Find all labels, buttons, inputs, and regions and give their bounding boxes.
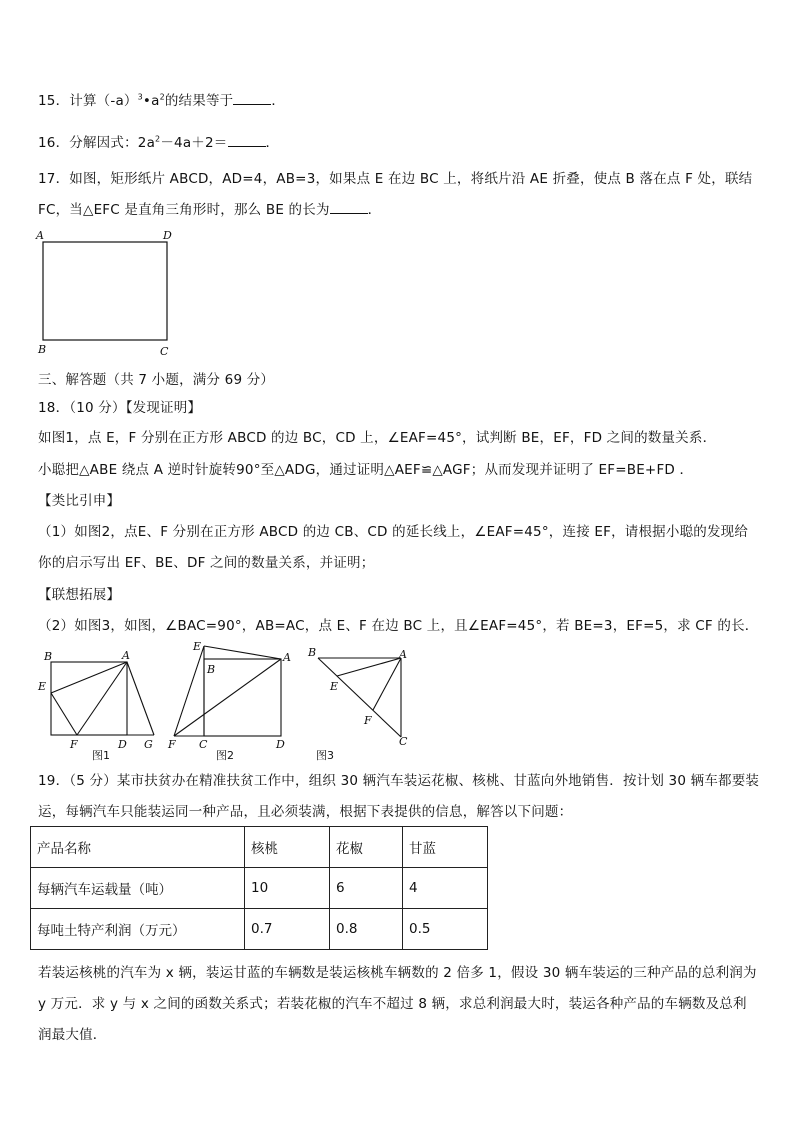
label-g: G <box>144 738 153 751</box>
table-cell: 6 <box>330 868 403 909</box>
table-cell: 0.8 <box>330 909 403 950</box>
question-18-line-1: 如图1，点 E，F 分别在正方形 ABCD 的边 BC，CD 上，∠EAF=45°，试判断 BE，EF，FD 之间的数量关系． <box>38 430 717 446</box>
table-header-cell: 产品名称 <box>31 827 245 868</box>
rectangle-abcd-figure <box>34 226 179 361</box>
label-e: E <box>330 680 339 693</box>
question-18-header: 18．（10 分）【发现证明】 <box>38 400 202 416</box>
label-f: F <box>168 738 176 751</box>
question-19-line-2: 运，每辆汽车只能装运同一种产品，且必须装满，根据下表提供的信息，解答以下问题： <box>38 804 573 820</box>
figure-3-caption: 图3 <box>316 749 334 762</box>
table-cell: 每辆汽车运载量（吨） <box>31 868 245 909</box>
figure-2-caption: 图2 <box>216 749 234 762</box>
question-17-line-2: FC，当△EFC 是直角三角形时，那么 BE 的长为 ． <box>38 202 382 218</box>
figure-3 <box>304 645 418 765</box>
question-18-line-2: 小聪把△ABE 绕点 A 逆时针旋转90°至△ADG，通过证明△AEF≌△AGF；从而发现并证明了 EF=BE+FD ． <box>38 462 694 478</box>
label-d: D <box>276 738 285 751</box>
table-header-cell: 核桃 <box>245 827 330 868</box>
answer-blank <box>233 92 271 105</box>
label-b: B <box>308 646 317 659</box>
label-b: B <box>44 650 53 663</box>
label-d: D <box>118 738 127 751</box>
table-cell: 10 <box>245 868 330 909</box>
table-cell: 0.5 <box>403 909 488 950</box>
label-f: F <box>70 738 78 751</box>
answer-blank <box>330 201 368 214</box>
question-15: 15．计算$(-a)^3•a^2$的结果等于 ． <box>38 92 286 109</box>
table-row <box>31 868 488 909</box>
question-19-line-4: y 万元．求 y 与 x 之间的函数关系式；若装花椒的汽车不超过 8 辆，求总利润最大时，装运各种产品的车辆数及总利 <box>38 996 747 1012</box>
answer-blank <box>228 134 266 147</box>
product-table <box>30 826 488 950</box>
question-19-line-1: 19．（5 分）某市扶贫办在精准扶贫工作中，组织 30 辆汽车装运花椒、核桃、甘蓝向外地销售．按计划 30 辆车都要装 <box>38 773 760 789</box>
label-c: C <box>160 345 169 358</box>
table-row <box>31 909 488 950</box>
question-18-line-3: （1）如图2，点E、F 分别在正方形 ABCD 的边 CB、CD 的延长线上，∠EAF=45°，连接 EF，请根据小聪的发现给 <box>38 524 749 540</box>
figure-2 <box>162 638 296 764</box>
question-18-line-5: （2）如图3，如图，∠BAC=90°，AB=AC，点 E、F 在边 BC 上，且∠EAF=45°，若 BE=3，EF=5，求 CF 的长． <box>38 618 759 634</box>
label-b: B <box>38 343 47 356</box>
question-19-line-3: 若装运核桃的汽车为 x 辆，装运甘蓝的车辆数是装运核桃车辆数的 2 倍多 1，假设 30 辆车装运的三种产品的总利润为 <box>38 965 757 981</box>
question-19-line-5: 润最大值． <box>38 1027 107 1043</box>
question-18-tag-extension: 【联想拓展】 <box>38 587 121 603</box>
question-18-tag-analogy: 【类比引申】 <box>38 493 121 509</box>
label-a: A <box>122 649 130 662</box>
label-a: A <box>399 648 407 661</box>
question-18-line-4: 你的启示写出 EF、BE、DF 之间的数量关系，并证明； <box>38 555 375 571</box>
table-header-row <box>31 827 488 868</box>
figure-1-caption: 图1 <box>92 749 110 762</box>
label-f: F <box>364 714 372 727</box>
label-e: E <box>193 640 202 653</box>
section-heading: 三、解答题（共 7 小题，满分 69 分） <box>38 372 275 388</box>
table-cell: 每吨土特产利润（万元） <box>31 909 245 950</box>
table-cell: 0.7 <box>245 909 330 950</box>
table-header-cell: 甘蓝 <box>403 827 488 868</box>
label-c: C <box>399 735 408 748</box>
label-d: D <box>163 229 172 242</box>
question-16: 16．分解因式：$2a^2-4a+2=$ ． <box>38 134 280 151</box>
table-cell: 4 <box>403 868 488 909</box>
label-a: A <box>36 229 44 242</box>
label-c: C <box>199 738 208 751</box>
question-17-line-1: 17．如图，矩形纸片 ABCD，AD=4，AB=3，如果点 E 在边 BC 上，将纸片沿 AE 折叠，使点 B 落在点 F 处，联结 <box>38 171 753 187</box>
figure-1 <box>36 644 164 764</box>
label-a: A <box>283 651 291 664</box>
label-b: B <box>207 663 216 676</box>
table-header-cell: 花椒 <box>330 827 403 868</box>
label-e: E <box>38 680 47 693</box>
